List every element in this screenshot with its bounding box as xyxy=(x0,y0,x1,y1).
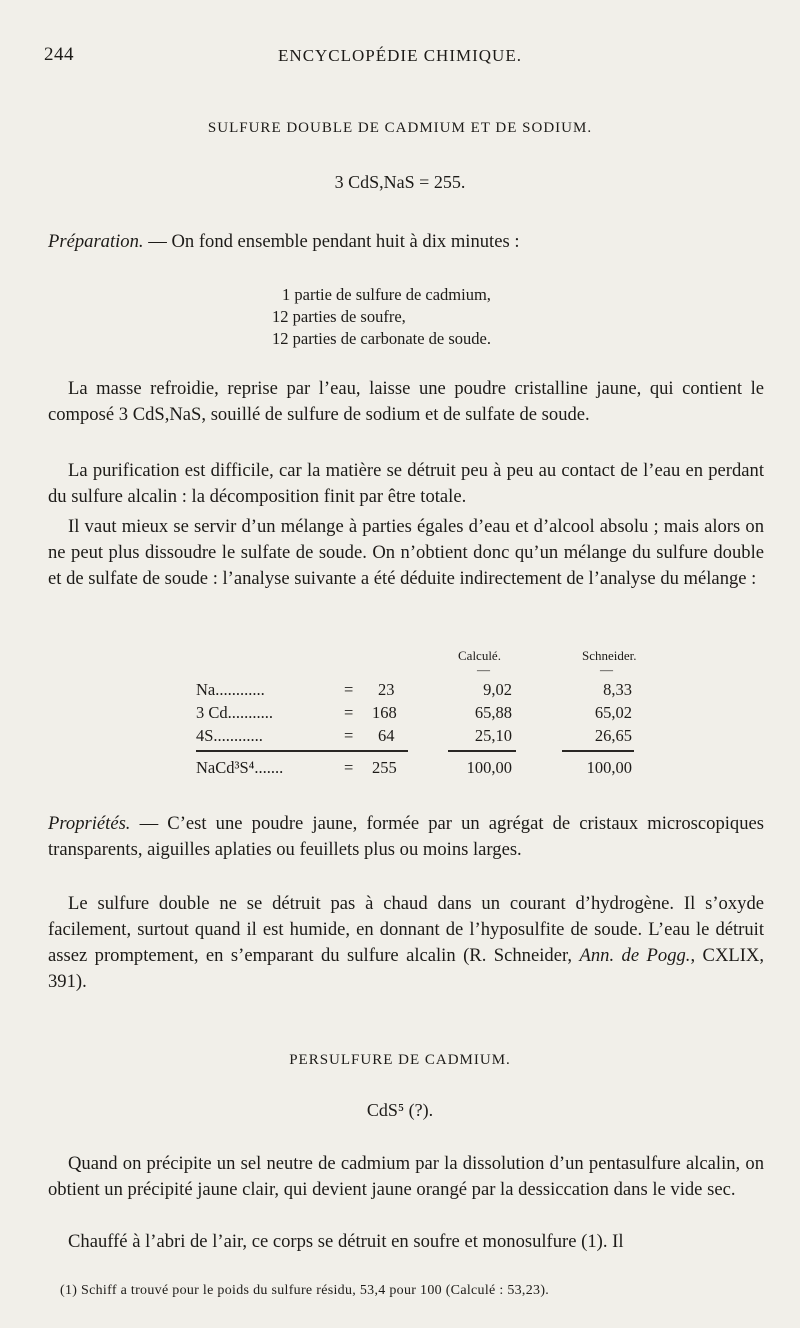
section-title-persulfure: PERSULFURE DE CADMIUM. xyxy=(289,1052,511,1068)
recipe-item: 12 parties de soufre, xyxy=(272,307,406,326)
paragraph-melange: Il vaut mieux se servir d’un mélange à parties égales d’eau et d’alcool absolu ; mais alors on ne peut plus dissoudre le sulfate de soude. On n’obtient donc qu’un mélange du sulfure double et de sulfate de soude : l’analyse suivante a été déduite indirectement de l’analyse du mélange : xyxy=(48,516,764,589)
proprietes-text: — C’est une poudre jaune, formée par un agrégat de cristaux microscopiques transparents, aiguilles aplaties ou feuillets plus ou moins larges. xyxy=(48,813,764,860)
row-equals: = xyxy=(344,726,354,745)
page-number: 244 xyxy=(44,44,74,65)
section-title-sulfure-double: SULFURE DOUBLE DE CADMIUM ET DE SODIUM. xyxy=(207,120,593,136)
row-value: 168 xyxy=(372,703,397,722)
recipe-item: 12 parties de carbonate de soude. xyxy=(272,329,491,348)
running-title: ENCYCLOPÉDIE CHIMIQUE. xyxy=(278,46,522,65)
paragraph-proprietes xyxy=(48,811,764,863)
recipe-item: 1 partie de sulfure de cadmium, xyxy=(282,285,491,304)
paragraph-sulfure-double-stabilite xyxy=(48,891,764,995)
row-schneider: 26,65 xyxy=(594,726,632,745)
total-schneider: 100,00 xyxy=(586,758,632,777)
total-calcule: 100,00 xyxy=(466,758,512,777)
footnote: (1) Schiff a trouvé pour le poids du sulfure résidu, 53,4 pour 100 (Calculé : 53,23). xyxy=(60,1283,550,1298)
total-rule xyxy=(196,750,408,752)
proprietes-para2-start: Le sulfure double ne se détruit pas à chaud dans un courant d’hydrogène. Il s’oxyde facilement, surtout quand il est humide, en donnant de l’hyposulfite de soude. L’eau le détruit assez promptement, en s’emparant du sulfure alcalin (R. Schneider, xyxy=(48,893,764,966)
row-label: Na............ xyxy=(196,680,265,699)
row-schneider: 8,33 xyxy=(603,680,632,699)
row-value: 23 xyxy=(378,680,395,699)
preparation-line xyxy=(48,229,764,255)
column-header-schneider: Schneider. xyxy=(582,648,637,663)
row-calcule: 65,88 xyxy=(474,703,512,722)
preparation-label: Préparation. xyxy=(48,231,144,252)
total-rule xyxy=(562,750,634,752)
total-label: NaCd³S⁴....... xyxy=(196,758,284,777)
row-equals: = xyxy=(344,703,354,722)
recipe-list xyxy=(272,284,491,350)
header-dash: — xyxy=(600,662,613,677)
row-label: 3 Cd........... xyxy=(196,703,274,722)
paragraph-precipitation: Quand on précipite un sel neutre de cadmium par la dissolution d’un pentasulfure alcalin, on obtient un précipité jaune clair, qui devient jaune orangé par la dessiccation dans le vide sec. xyxy=(48,1153,764,1200)
header-dash: — xyxy=(477,662,490,677)
paragraph-purification: La purification est difficile, car la matière se détruit peu à peu au contact de l’eau en perdant du sulfure alcalin : la décomposition finit par être totale. xyxy=(48,460,764,507)
formula-sulfure-double: 3 CdS,NaS = 255. xyxy=(334,172,466,192)
row-schneider: 65,02 xyxy=(594,703,632,722)
total-rule xyxy=(448,750,516,752)
journal-reference: Ann. de Pogg. xyxy=(579,945,691,966)
preparation-text: — On fond ensemble pendant huit à dix minutes : xyxy=(143,231,520,252)
total-equals: = xyxy=(344,758,354,777)
paragraph-chauffe: Chauffé à l’abri de l’air, ce corps se détruit en soufre et monosulfure (1). Il xyxy=(68,1231,624,1252)
formula-persulfure: CdS⁵ (?). xyxy=(366,1100,434,1120)
row-label: 4S............ xyxy=(196,726,263,745)
proprietes-para2-end: , CXLIX, 391). xyxy=(48,945,765,992)
row-value: 64 xyxy=(378,726,395,745)
row-calcule: 25,10 xyxy=(474,726,512,745)
row-calcule: 9,02 xyxy=(483,680,512,699)
row-equals: = xyxy=(344,680,354,699)
paragraph-masse-refroidie: La masse refroidie, reprise par l’eau, laisse une poudre cristalline jaune, qui contient le composé 3 CdS,NaS, souillé de sulfure de sodium et de sulfate de soude. xyxy=(48,378,764,425)
column-header-calcule: Calculé. xyxy=(458,648,501,663)
proprietes-label: Propriétés. xyxy=(48,813,131,834)
total-value: 255 xyxy=(372,758,397,777)
